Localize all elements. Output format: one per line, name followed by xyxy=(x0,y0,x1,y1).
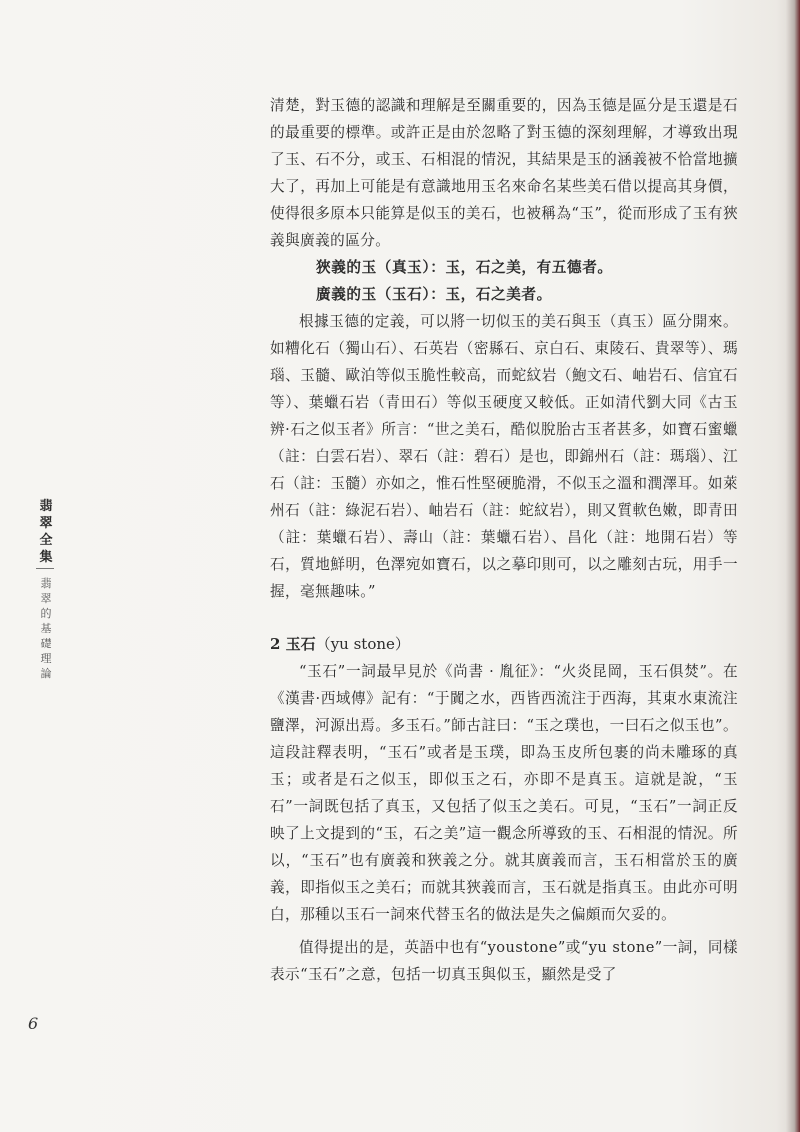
definition-broad-jade: 廣義的玉（玉石）：玉，石之美者。 xyxy=(316,286,552,303)
section-title: 玉石 xyxy=(285,635,316,653)
paragraph-jade-virtue: 根據玉德的定義，可以將一切似玉的美石與玉（真玉）區分開來。如糟化石（獨山石）、石英岩（密縣石、京白石、東陵石、貴翠等）、瑪瑙、玉髓、歐泊等似玉脆性較高，而蛇紋岩（鮑文石、岫岩石、信宜石等）、葉蠟石岩（青田石）等似玉硬度又較低。正如清代劉大同《古玉辨·石之似玉者》所言：“世之美石，酷似脫胎古玉者甚多，如寶石蜜蠟（註：白雲石岩）、翠石（註：碧石）是也，即錦州石（註：瑪瑙）、江石（註：玉髓）亦如之，惟石性堅硬脆滑，不似玉之溫和潤澤耳。如萊州石（註：綠泥石岩）、岫岩石（註：蛇紋岩），則又質軟色嫩，即青田（註：葉蠟石岩）、壽山（註：葉蠟石岩）、昌化（註：地開石岩）等石，質地鮮明，色澤宛如寶石，以之摹印則可，以之雕刻古玩，用手一握，毫無趣味。” xyxy=(270,313,738,600)
main-text-column xyxy=(270,92,738,988)
page-edge-shadow xyxy=(786,0,800,1132)
paragraph-english-term: 值得提出的是，英語中也有“youstone”或“yu stone”一詞，同樣表示“玉石”之意，包括一切真玉與似玉，顯然是受了 xyxy=(270,939,738,983)
paragraph-yu-stone: “玉石”一詞最早見於《尚書 · 胤征》：“火炎昆岡，玉石俱焚”。在《漢書·西域傳》記有：“于闐之水，西皆西流注于西海，其東水東流注鹽澤，河源出焉。多玉石。”師古註曰：“玉之璞也，一曰石之似玉也”。這段註釋表明，“玉石”或者是玉璞，即為玉皮所包裹的尚未雕琢的真玉；或者是石之似玉，即似玉之石，亦即不是真玉。這就是說，“玉石”一詞既包括了真玉，又包括了似玉之美石。可見，“玉石”一詞正反映了上文提到的“玉，石之美”這一觀念所導致的玉、石相混的情況。所以，“玉石”也有廣義和狹義之分。就其廣義而言，玉石相當於玉的廣義，即指似玉之美石；而就其狹義而言，玉石就是指真玉。由此亦可明白，那種以玉石一詞來代替玉名的做法是失之偏頗而欠妥的。 xyxy=(270,663,738,923)
section-title-latin: （yu stone） xyxy=(315,635,410,653)
section-number: 2 xyxy=(270,635,281,653)
section-heading xyxy=(270,631,738,658)
definition-narrow-jade: 狹義的玉（真玉）：玉，石之美，有五德者。 xyxy=(316,259,613,276)
page-number: 6 xyxy=(28,1014,39,1033)
running-head-book-title: 翡翠全集 xyxy=(39,499,53,565)
paragraph-continued: 清楚，對玉德的認識和理解是至關重要的，因為玉德是區分是玉還是石的最重要的標準。或許正是由於忽略了對玉德的深刻理解，才導致出現了玉、石不分，或玉、石相混的情況，其結果是玉的涵義被不恰當地擴大了，再加上可能是有意識地用玉名來命名某些美石借以提高其身價，使得很多原本只能算是似玉的美石，也被稱為“玉”，從而形成了玉有狹義與廣義的區分。 xyxy=(270,97,738,249)
running-head-chapter-title: 翡翠的基礎理論 xyxy=(40,577,52,680)
running-head-divider xyxy=(36,568,54,569)
